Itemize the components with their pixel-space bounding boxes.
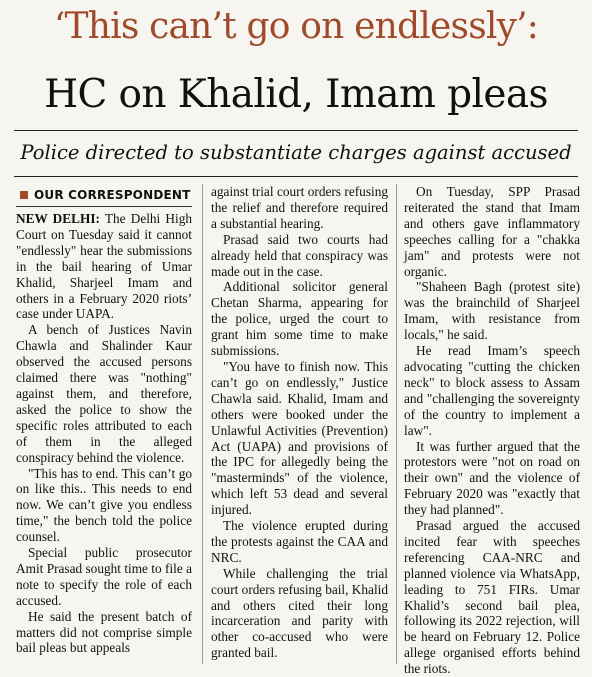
byline-text: OUR CORRESPONDENT [34, 188, 191, 202]
paragraph: Prasad argued the accused incited fear with speeches referencing CAA-NRC and planned violence via WhatsApp, leading to 751 FIRs. Umar Khalid’s second bail plea, following its 2022 rejection, will be heard on February 12. Police allege organised efforts behind the riots. [404, 518, 580, 677]
article-column-2 [211, 184, 388, 661]
column-divider [396, 184, 397, 664]
paragraph: "This has to end. This can’t go on like this.. This needs to end now. We can’t give you endless time," the bench told the police counsel. [16, 465, 192, 545]
paragraph: "Shaheen Bagh (protest site) was the brainchild of Sharjeel Imam, with resistance from locals," he said. [404, 279, 580, 343]
column-divider [202, 184, 203, 664]
paragraph [16, 211, 192, 322]
byline-marker-icon [20, 191, 28, 199]
paragraph-text: The Delhi High Court on Tuesday said it cannot "endlessly" hear the submissions in the bail hearing of Umar Khalid, Sharjeel Imam and others in a February 2020 riots’ case under UAPA. [16, 211, 192, 322]
bottom-rule [14, 176, 578, 177]
headline-line-1: ‘This can’t go on endlessly’: [53, 6, 539, 47]
paragraph: The violence erupted during the protests against the CAA and NRC. [211, 518, 388, 565]
paragraph: Additional solicitor general Chetan Sharma, appearing for the police, urged the court to grant him some time to make submissions. [211, 279, 388, 359]
article-column-1 [16, 184, 192, 656]
article-column-3 [404, 184, 580, 677]
headline-line-2: HC on Khalid, Imam pleas [44, 72, 548, 117]
paragraph: against trial court orders refusing the relief and therefore required a substantial hearing. [211, 184, 388, 231]
byline [16, 184, 192, 207]
strapline: Police directed to substantiate charges against accused [20, 141, 572, 164]
paragraph: While challenging the trial court orders refusing bail, Khalid and others cited their long incarceration and parity with other co-accused who were granted bail. [211, 565, 388, 661]
paragraph: "You have to finish now. This can’t go on endlessly," Justice Chawla said. Khalid, Imam and others were booked under the Unlawful Activities (Prevention) Act (UAPA) and provisions of the IPC for allegedly being the "masterminds" of the violence, which left 53 dead and several injured. [211, 358, 388, 518]
paragraph: On Tuesday, SPP Prasad reiterated the stand that Imam and others gave inflammatory speeches calling for a "chakka jam" and protests were not organic. [404, 184, 580, 279]
paragraph: He said the present batch of matters did not comprise simple bail pleas but appeals [16, 608, 192, 656]
paragraph: He read Imam’s speech advocating "cutting the chicken neck" to block assess to Assam and "challenging the sovereignty of the country to implement a law". [404, 343, 580, 438]
dateline: NEW DELHI: [16, 211, 100, 226]
paragraph: It was further argued that the protestors were "not on road on their own" and the violence of February 2020 was "exactly that they had planned". [404, 438, 580, 518]
paragraph: A bench of Justices Navin Chawla and Shalinder Kaur observed the accused persons claimed there was "nothing" against them, and therefore, asked the police to show the specific roles attributed to each of them in the alleged conspiracy behind the violence. [16, 322, 192, 465]
paragraph: Prasad said two courts had already held that conspiracy was made out in the case. [211, 231, 388, 279]
top-rule [14, 130, 578, 131]
paragraph: Special public prosecutor Amit Prasad sought time to file a note to specify the role of each accused. [16, 545, 192, 608]
